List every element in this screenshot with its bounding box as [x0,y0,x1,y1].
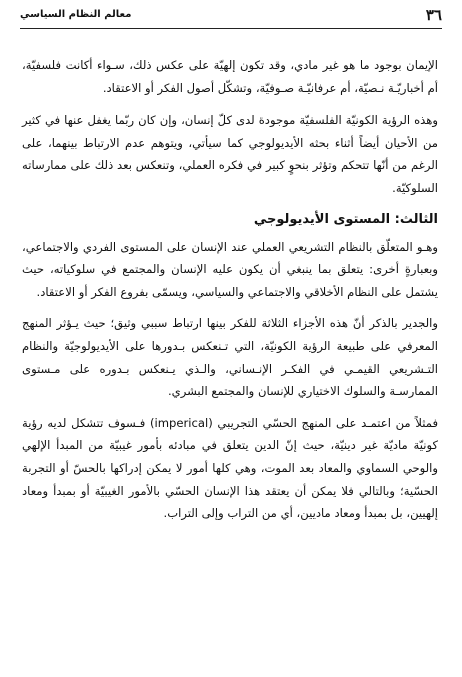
section-heading: الثالث: المستوى الأيديولوجي [253,211,438,227]
paragraph: والجدير بالذكر أنّ هذه الأجزاء الثلاثة للفكر بينها ارتباط سببي وثيق؛ حيث يـؤثر المنهج المعرفي على طبيعة الرؤية الكونيّة، التي تـنعكس بـدورها على الأيديولوجيّة والنظام التـشريعي القيمـي في الفكـر الإنـساني، والـذي يـنعكس بـدوره على مـستوى الممارسـة والسلوك الاختياري للإنسان والمجتمع البشري. [22,316,438,399]
page-number: ٣٦ [425,6,442,24]
running-title: معالم النظام السياسي [20,9,132,20]
paragraph: وهذه الرؤية الكونيّة الفلسفيّة موجودة لدى كلّ إنسان، وإن كان ربّما يغفل عنها في كثير من الأحيان أيضاً أثناء بحثه الأيديولوجي كما سيأتي، ويتوهم عدم الارتباط بينهما، على الرغم من أنّها تتحكم وتؤثر بنحوٍ كبير في فكره العملي، وتنعكس بعد ذلك على ممارساته السلوكيّة. [22,113,438,195]
paragraph: فمثلاً من اعتمـد على المنهج الحسّي التجريبي (imperical) فـسوف تتشكل لديه رؤية كونيّة ماديّة غير دينيّة، حيث إنّ الدين يتعلق في مبادئه بأمور غيبيّة من المبدأ الإلهي والوحي السماوي والمعاد بعد الموت، وهي كلها أمور لا يمكن إدراكها بالحسّ أو التجربة الحسّية؛ وبالتالي فلا يمكن أن يعتقد هذا الإنسان الحسّي بالأمور الغيبيّة أو بمبدأ ومعاد إلهيين، بل بمبدأ ومعاد ماديين، أي من التراب وإلى التراب. [22,415,438,521]
paragraph: وهـو المتعلّق بالنظام التشريعي العملي عند الإنسان على المستوى الفردي والاجتماعي، وبعبارةٍ أخرى: يتعلق بما ينبغي أن يكون عليه الإنسان والمجتمع في سلوكياته، حيث يشتمل على النظام الأخلاقي والاجتماعي والسياسي، ويسمّى بفروع الفكر أو الاعتقاد. [22,239,438,299]
page-body [22,54,438,669]
paragraph: الإيمان بوجود ما هو غير مادي، وقد تكون إلهيّة على عكس ذلك، سـواء أكانت فلسفيّة، أم أخباريّـة نـصيّة، أم عرفانيّـة صـوفيّة، وتشكّل أصول الفكر أو الاعتقاد. [22,58,438,95]
page-header [20,6,442,29]
